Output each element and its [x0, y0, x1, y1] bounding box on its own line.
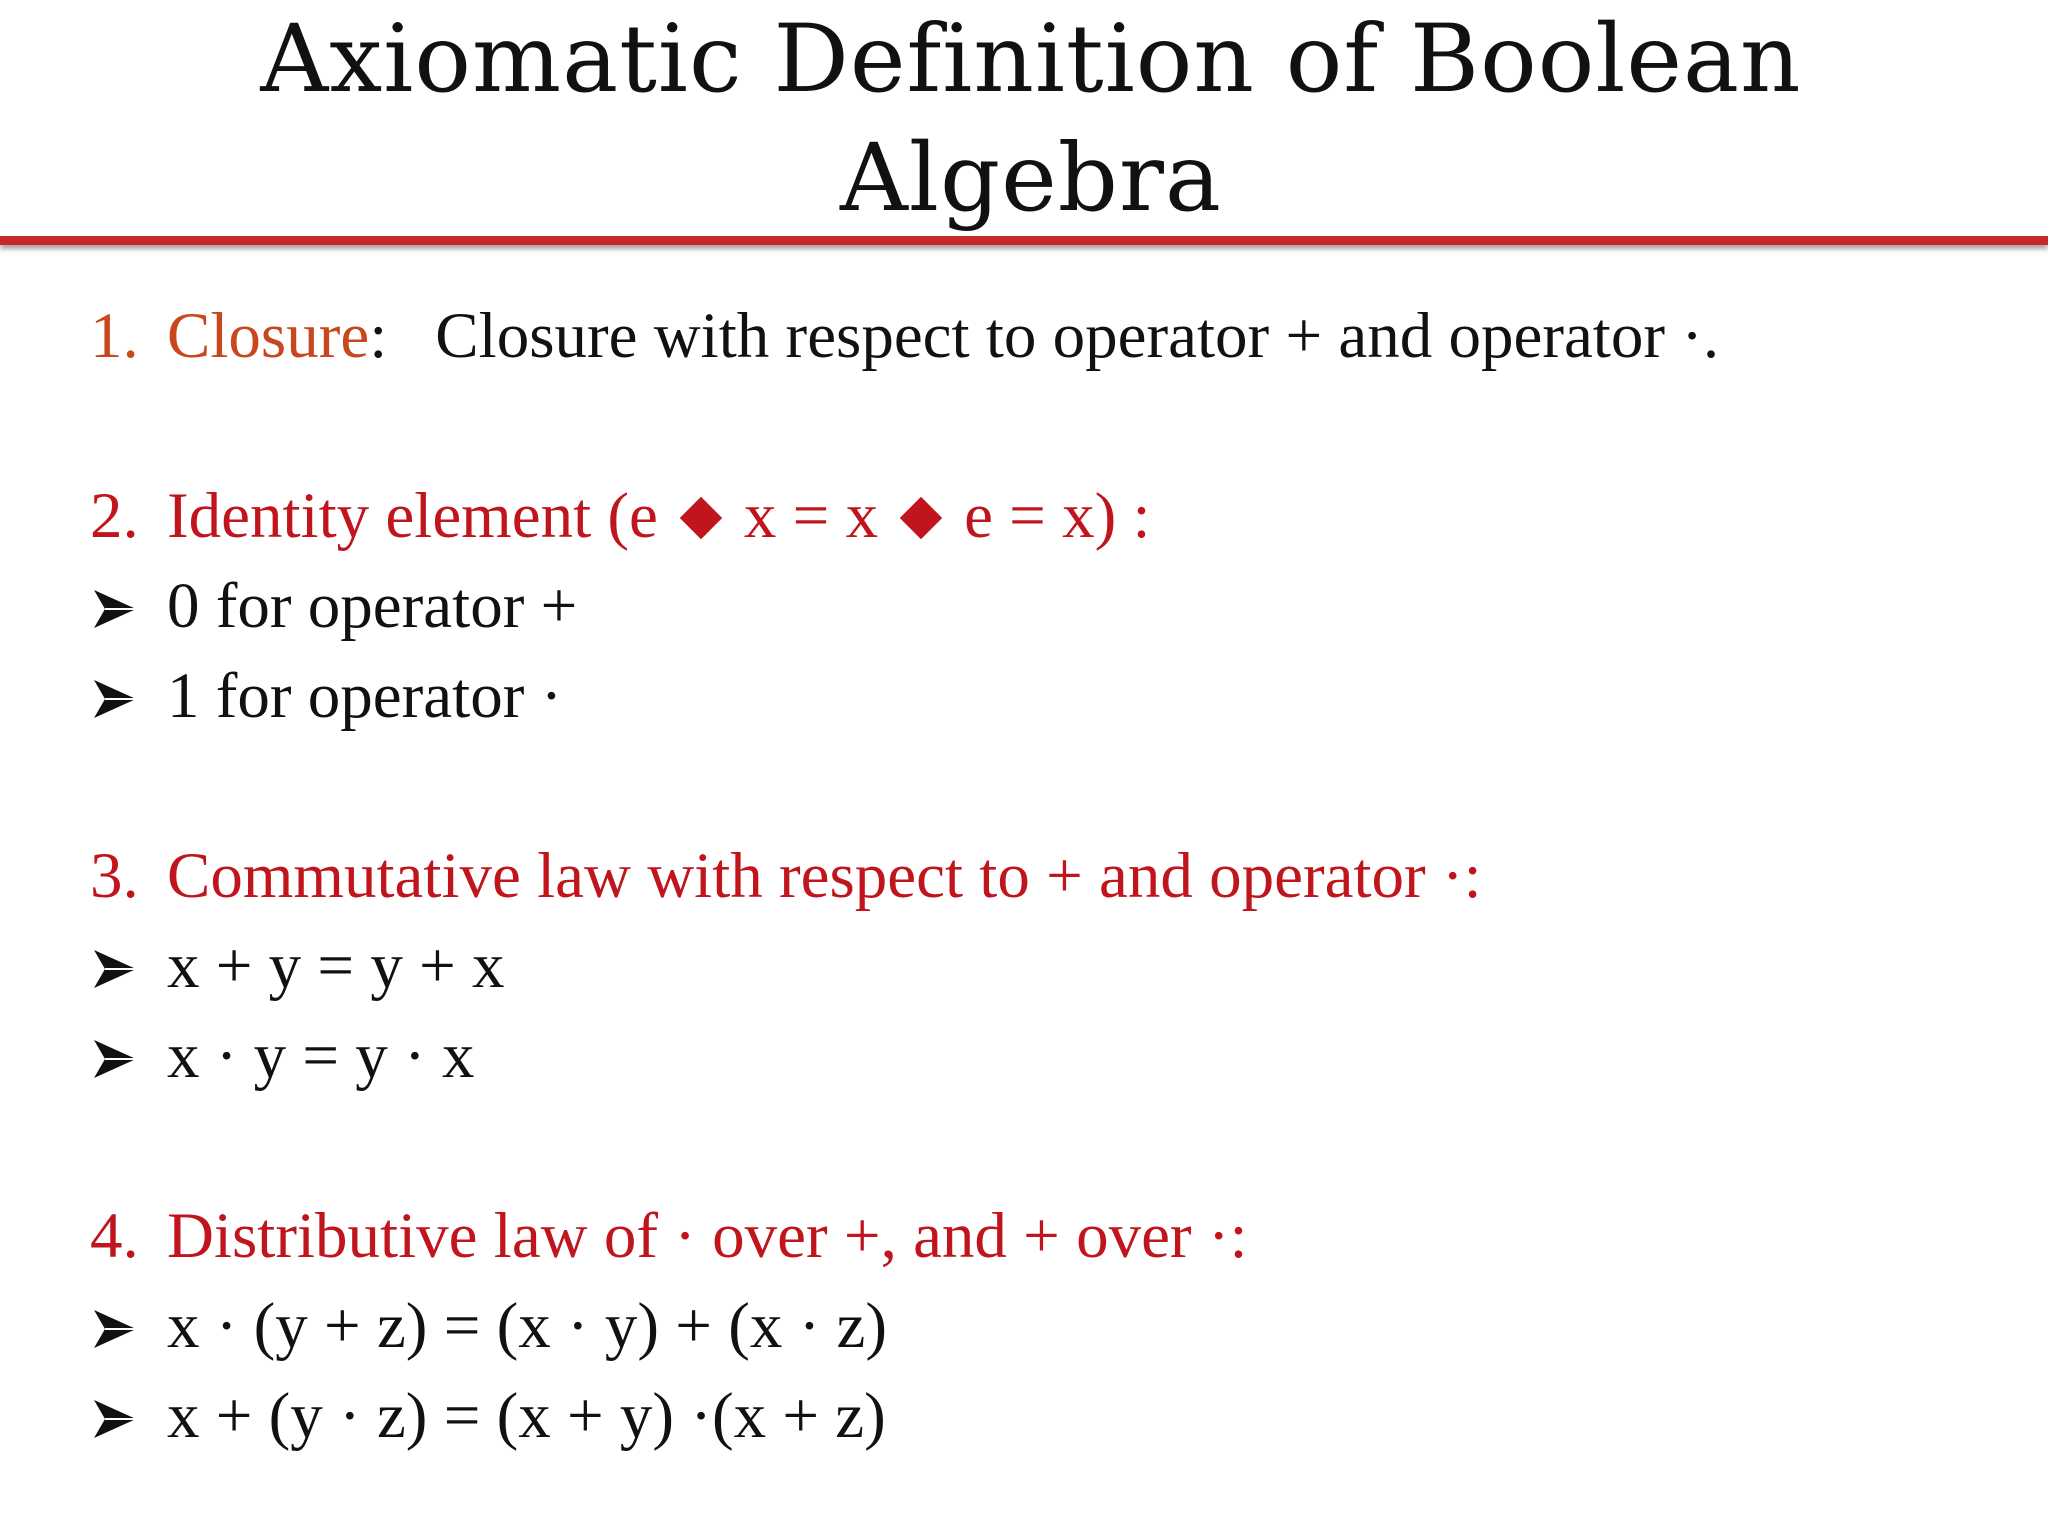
item-4-bullet-2-text: x + (y · z) = (x + y) ·(x + z)	[167, 1380, 886, 1452]
item-3-bullet-1-text: x + y = y + x	[167, 930, 505, 1002]
slide-title-line-1: Axiomatic Definition of Boolean	[260, 5, 1802, 114]
arrowhead-bullet-icon	[92, 1398, 138, 1440]
item-2-bullet-1-text: 0 for operator +	[167, 570, 578, 642]
arrowhead-bullet-icon	[92, 678, 138, 720]
arrowhead-bullet-icon	[92, 588, 138, 630]
slide-title-line-2: Algebra	[840, 124, 1222, 233]
item-2-number: 2.	[90, 480, 139, 552]
diamond-icon	[900, 497, 942, 539]
arrowhead-bullet-icon	[92, 1038, 138, 1080]
item-2-heading-mid: x = x	[743, 480, 879, 552]
item-1-text	[167, 296, 1719, 376]
item-1-description: Closure with respect to operator + and operator ·.	[435, 300, 1720, 372]
slide-title	[0, 0, 2048, 238]
item-3-heading: Commutative law with respect to + and operator ·:	[167, 840, 1482, 912]
title-divider	[0, 236, 2048, 245]
diamond-icon	[680, 497, 722, 539]
item-2-heading	[167, 476, 1151, 556]
item-4-heading: Distributive law of · over +, and + over ·:	[167, 1200, 1248, 1272]
item-4-bullet-1-text: x · (y + z) = (x · y) + (x · z)	[167, 1290, 887, 1362]
arrowhead-bullet-icon	[92, 948, 138, 990]
item-3-number: 3.	[90, 840, 139, 912]
arrowhead-bullet-icon	[92, 1308, 138, 1350]
item-1-term: Closure	[167, 300, 370, 372]
item-2-bullet-2-text: 1 for operator ·	[167, 660, 563, 732]
item-2-heading-start: Identity element (e	[167, 480, 658, 552]
item-2-heading-end: e = x) :	[964, 480, 1151, 552]
item-4-number: 4.	[90, 1200, 139, 1272]
item-1-colon: :	[369, 300, 388, 372]
item-1-number: 1.	[90, 300, 139, 372]
item-3-bullet-2-text: x · y = y · x	[167, 1020, 475, 1092]
